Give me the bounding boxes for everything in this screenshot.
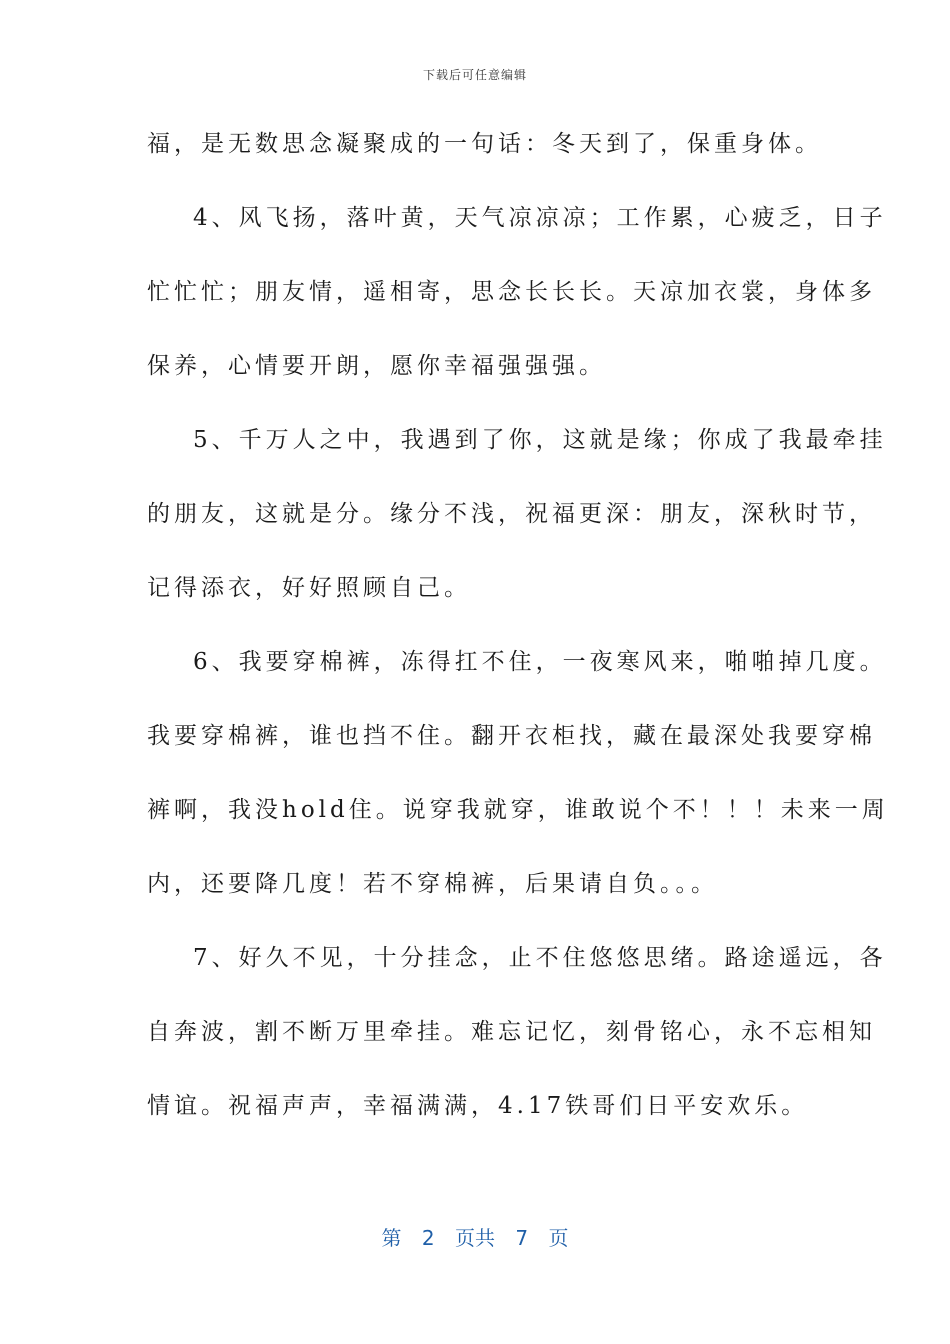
text-line: 裤啊，我没hold住。说穿我就穿，谁敢说个不！！！未来一周 — [147, 797, 889, 823]
footer-page-number: 2 — [421, 1226, 435, 1250]
text-line: 情谊。祝福声声，幸福满满，4.17铁哥们日平安欢乐。 — [147, 1093, 809, 1119]
text-line: 4、风飞扬，落叶黄，天气凉凉凉；工作累，心疲乏，日子 — [193, 205, 887, 231]
footer-middle: 页共 — [455, 1226, 495, 1250]
text-line: 6、我要穿棉裤，冻得扛不住，一夜寒风来，啪啪掉几度。 — [193, 649, 887, 675]
footer-suffix: 页 — [548, 1226, 569, 1250]
text-line: 7、好久不见，十分挂念，止不住悠悠思绪。路途遥远，各 — [193, 945, 887, 971]
text-line: 忙忙忙；朋友情，遥相寄，思念长长长。天凉加衣裳，身体多 — [147, 279, 876, 305]
text-line: 的朋友，这就是分。缘分不浅，祝福更深：朋友，深秋时节， — [147, 501, 876, 527]
text-line: 5、千万人之中，我遇到了你，这就是缘；你成了我最牵挂 — [193, 427, 887, 453]
text-line: 我要穿棉裤，谁也挡不住。翻开衣柜找，藏在最深处我要穿棉 — [147, 723, 876, 749]
text-line: 记得添衣，好好照顾自己。 — [147, 575, 471, 601]
footer-prefix: 第 — [381, 1226, 402, 1250]
text-line: 福，是无数思念凝聚成的一句话：冬天到了，保重身体。 — [147, 131, 822, 157]
document-body — [147, 114, 889, 1150]
page-footer — [0, 1222, 950, 1251]
text-line: 保养，心情要开朗，愿你幸福强强强。 — [147, 353, 606, 379]
page-header: 下载后可任意编辑 — [422, 68, 527, 82]
footer-total-pages: 7 — [515, 1226, 529, 1250]
text-line: 自奔波，割不断万里牵挂。难忘记忆，刻骨铭心，永不忘相知 — [147, 1019, 876, 1045]
text-line: 内，还要降几度！若不穿棉裤，后果请自负。。。 — [147, 871, 718, 897]
